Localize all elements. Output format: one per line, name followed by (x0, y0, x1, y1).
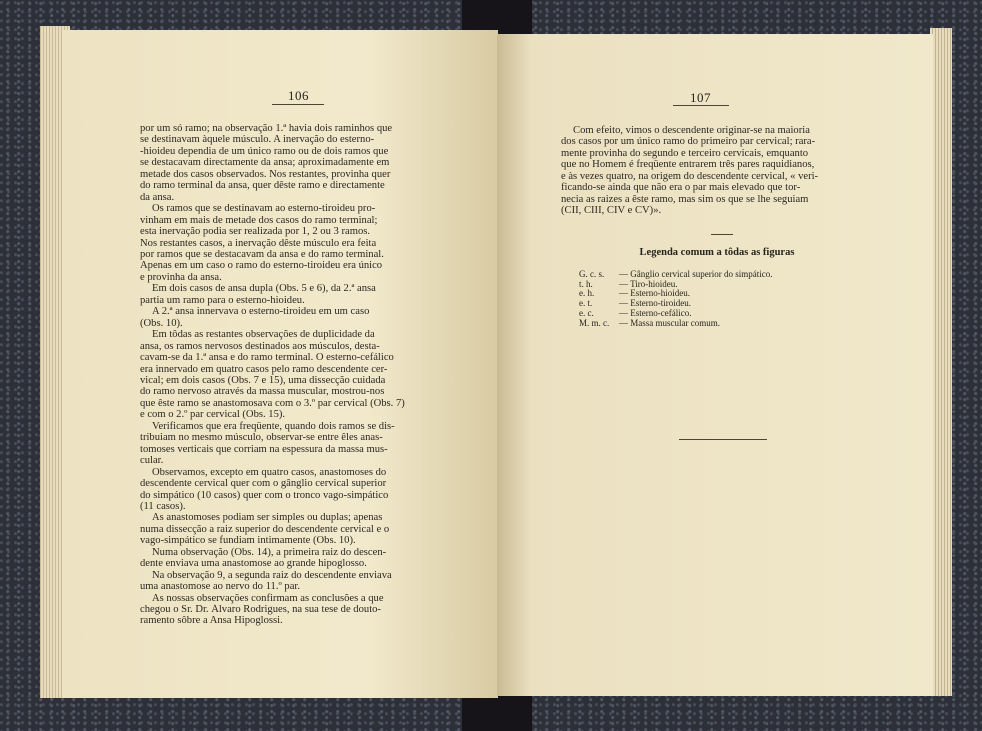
right-page (497, 34, 933, 696)
text-line: necia as raizes a êste ramo, mas sim os que se lhe seguiam (561, 193, 809, 205)
text-line: tomoses verticais que corriam na espessura da massa mus- (140, 443, 388, 455)
text-line: Verificamos que era freqüente, quando dois ramos se dis- (152, 420, 395, 432)
legend-abbreviation: G. c. s. (579, 269, 605, 279)
legend-abbreviation: e. t. (579, 298, 593, 309)
text-line: dos casos por um único ramo do primeiro par cervical; rara- (561, 136, 816, 148)
text-line: ficando-se ainda que não era o par mais elevado que tor- (561, 182, 801, 194)
text-line: numa dissecção a raiz superior do descendente cervical e o (140, 523, 390, 535)
section-rule (711, 234, 733, 235)
header-rule (272, 104, 324, 105)
text-line: As nossas observações confirmam as conclusões a que (152, 592, 384, 604)
text-line: -hioideu dependia de um único ramo ou de dois ramos que (140, 145, 389, 157)
text-line: cular. (140, 455, 164, 467)
body-text (561, 125, 905, 217)
text-line: (CII, CIII, CIV e CV)». (561, 205, 662, 217)
text-line: (Obs. 10). (140, 317, 183, 329)
page-number: 106 (288, 88, 309, 103)
text-line: se destinavam àquele músculo. A inervação do esterno- (140, 134, 375, 146)
page-number: 107 (690, 90, 711, 105)
text-line: Em dois casos de ansa dupla (Obs. 5 e 6), da 2.ª ansa (152, 283, 376, 295)
legend-description: — Massa muscular comum. (619, 317, 720, 328)
text-line: do simpático (10 casos) quer com o tronco vago-simpático (140, 489, 389, 501)
header-rule (673, 105, 729, 106)
text-line: mente provinha do segundo e terceiro cervicais, emquanto (561, 147, 809, 159)
legend-abbreviation: e. h. (579, 288, 595, 299)
text-line: Numa observação (Obs. 14), a primeira raiz do descen- (152, 546, 387, 558)
legend-description: — Esterno-tiroideu. (619, 298, 691, 309)
text-line: (11 casos). (140, 500, 186, 512)
text-line: por um só ramo; na observação 1.ª havia dois raminhos que (140, 123, 393, 134)
text-line: e às vezes quatro, na origem do descendente cervical, « veri- (561, 170, 819, 182)
text-line: A 2.ª ansa innervava o esterno-tiroideu em um caso (152, 306, 370, 318)
text-line: Os ramos que se destinavam ao esterno-tiroideu pro- (152, 203, 376, 215)
closing-rule (679, 439, 767, 440)
text-line: uma anastomose ao nervo do 11.º par. (140, 581, 300, 593)
text-line: era innervado em quatro casos pelo ramo descendente cer- (140, 363, 388, 375)
right-page-edges (930, 28, 952, 696)
text-line: Nos restantes casos, a inervação dêste músculo era feita (140, 237, 377, 249)
text-line: do ramo nervoso através da massa muscular, mostrou-nos (140, 386, 385, 398)
text-line: chegou o Sr. Dr. Álvaro Rodrigues, na sua tese de douto- (140, 604, 381, 616)
text-line: partia um ramo para o esterno-hioideu. (140, 294, 305, 306)
text-line: vinham em mais de metade dos casos do ramo terminal; (140, 214, 378, 226)
text-line: que êste ramo se anastomosava com o 3.º par cervical (Obs. 7) (140, 397, 405, 409)
text-line: vago-simpático se fundiam intimamente (Obs. 10). (140, 535, 356, 547)
text-line: que no Homem é freqüente entrarem três pares raquidianos, (561, 159, 815, 171)
text-line: vical; em dois casos (Obs. 7 e 15), uma dissecção cuidada (140, 374, 386, 386)
legend-row (579, 319, 772, 329)
text-line: por ramos que se destacavam da ansa e do ramo terminal. (140, 248, 384, 260)
body-text (140, 123, 498, 627)
legend-abbreviation: t. h. (579, 278, 593, 289)
text-line: se destacavam directamente da ansa; aproximadamente em (140, 157, 390, 169)
legend-description: — Esterno-cefálico. (619, 307, 692, 318)
text-line: As anastomoses podiam ser simples ou duplas; apenas (152, 512, 383, 524)
text-line: ansa, os ramos nervosos destinados aos músculos, desta- (140, 340, 380, 352)
left-page (62, 30, 498, 698)
legend-description: — Tiro-hioideu. (619, 278, 678, 289)
figure-legend (579, 270, 772, 328)
text-line: da ansa. (140, 191, 175, 203)
text-line: ramento sôbre a Ansa Hipoglossi. (140, 615, 283, 627)
legend-abbreviation: M. m. c. (579, 317, 610, 328)
legend-abbreviation: e. c. (579, 307, 594, 318)
text-line: Apenas em um caso o ramo do esterno-tiroideu era único (140, 260, 383, 272)
text-line: dente enviava uma anastomose ao grande hipoglosso. (140, 558, 367, 570)
text-line: Com efeito, vimos o descendente originar-se na maioria (573, 125, 810, 136)
legend-title: Legenda comum a tôdas as figuras (639, 247, 795, 258)
text-line: esta inervação podia ser realizada por 1, 2 ou 3 ramos. (140, 226, 371, 238)
text-line: Observamos, excepto em quatro casos, anastomoses do (152, 466, 387, 478)
text-line: tribuiam no mesmo músculo, observar-se entre êles anas- (140, 432, 383, 444)
text-line: e provinha da ansa. (140, 271, 222, 283)
text-line: do ramo terminal da ansa, quer dêste ramo e directamente (140, 180, 385, 192)
legend-description: — Esterno-hioideu. (619, 288, 690, 299)
text-line: metade dos casos observados. Nos restantes, provinha quer (140, 168, 391, 180)
text-line: e com o 2.º par cervical (Obs. 15). (140, 409, 286, 421)
text-line: descendente cervical quer com o gânglio cervical superior (140, 478, 387, 490)
text-line: Em tôdas as restantes observações de duplicidade da (152, 329, 375, 341)
text-line: Na observação 9, a segunda raiz do descendente enviava (152, 569, 392, 581)
text-line: cavam-se da 1.ª ansa e do ramo terminal. O esterno-cefálico (140, 352, 394, 364)
legend-description: — Gânglio cervical superior do simpático. (619, 269, 773, 279)
